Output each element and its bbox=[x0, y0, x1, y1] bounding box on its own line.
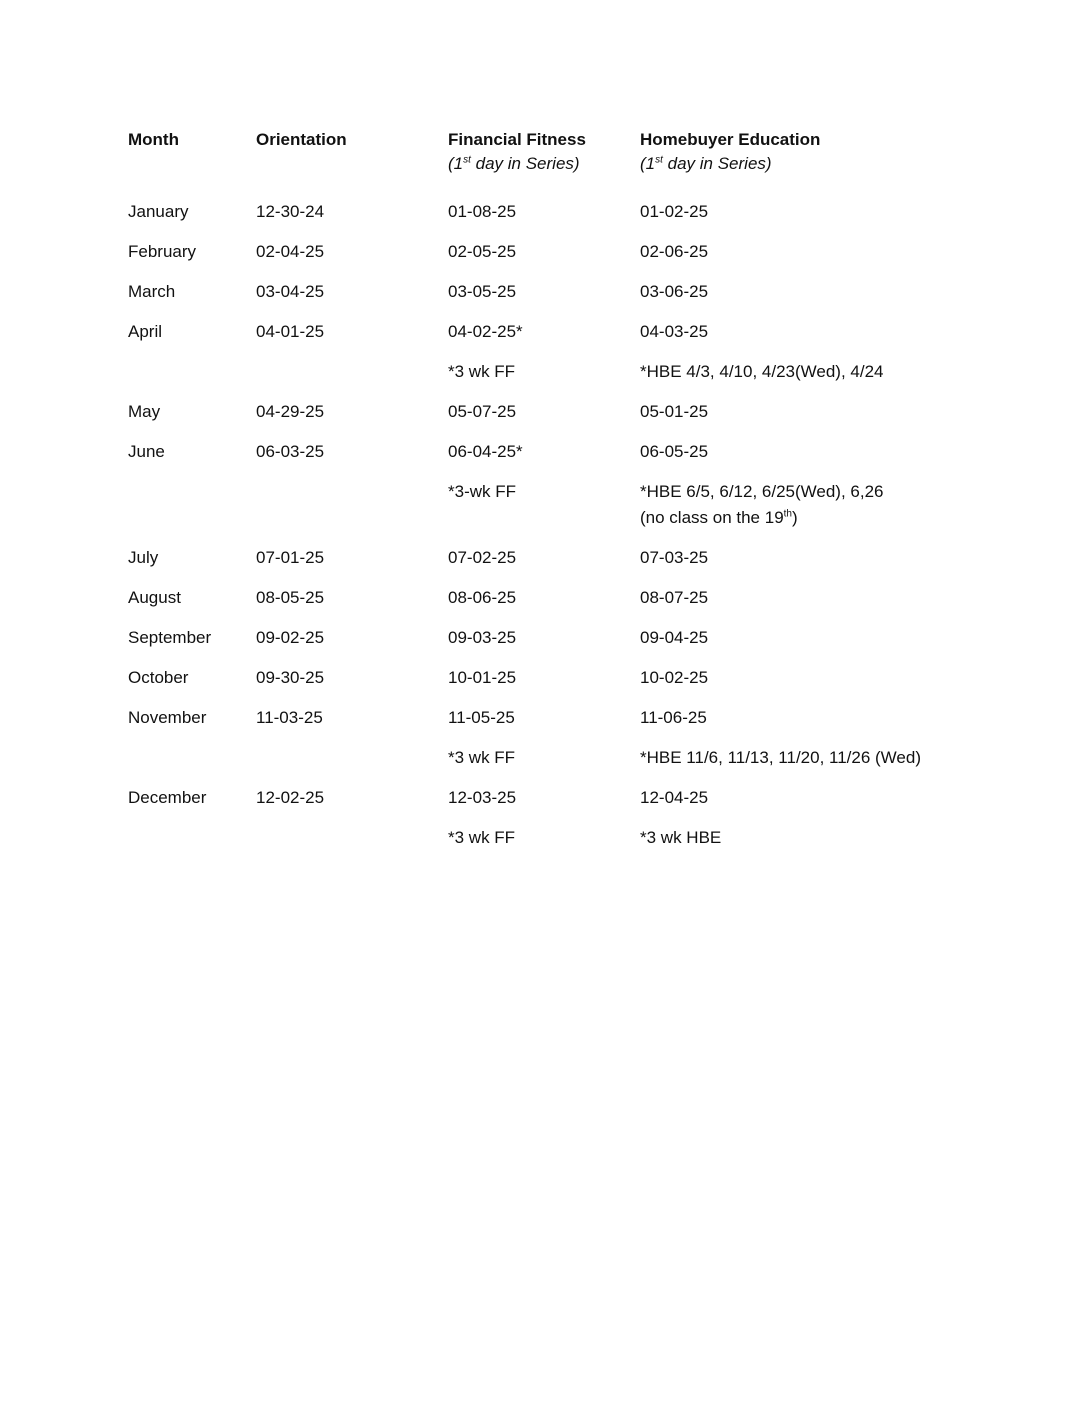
cell-homebuyer-education: 01-02-25 bbox=[640, 202, 709, 221]
cell-financial-fitness: 09-03-25 bbox=[448, 628, 517, 647]
table-row bbox=[0, 787, 1088, 827]
cell-month: July bbox=[128, 548, 159, 567]
table-row-note bbox=[0, 827, 1088, 867]
cell-orientation: 07-01-25 bbox=[256, 548, 325, 567]
header-homebuyer-education: Homebuyer Education bbox=[640, 130, 821, 149]
table-row bbox=[0, 547, 1088, 587]
table-row-note bbox=[0, 361, 1088, 401]
cell-month: April bbox=[128, 322, 163, 341]
cell-financial-fitness: 03-05-25 bbox=[448, 282, 517, 301]
cell-financial-fitness: 06-04-25* bbox=[448, 442, 523, 461]
table-row bbox=[0, 441, 1088, 481]
cell-homebuyer-education-note: *HBE 11/6, 11/13, 11/20, 11/26 (Wed) bbox=[640, 748, 921, 767]
cell-orientation: 09-30-25 bbox=[256, 668, 325, 687]
cell-homebuyer-education-note: *HBE 6/5, 6/12, 6/25(Wed), 6,26 bbox=[640, 482, 884, 501]
cell-orientation: 12-02-25 bbox=[256, 788, 325, 807]
cell-month: November bbox=[128, 708, 207, 727]
cell-month: October bbox=[128, 668, 189, 687]
table-row bbox=[0, 201, 1088, 241]
cell-homebuyer-education: 02-06-25 bbox=[640, 242, 709, 261]
table-row-note bbox=[0, 481, 1088, 541]
cell-orientation: 04-01-25 bbox=[256, 322, 325, 341]
table-row bbox=[0, 707, 1088, 747]
cell-financial-fitness: 07-02-25 bbox=[448, 548, 517, 567]
cell-financial-fitness-note: *3 wk FF bbox=[448, 828, 516, 847]
cell-financial-fitness: 05-07-25 bbox=[448, 402, 517, 421]
table-row bbox=[0, 667, 1088, 707]
cell-month: June bbox=[128, 442, 165, 461]
table-row bbox=[0, 321, 1088, 361]
cell-orientation: 04-29-25 bbox=[256, 402, 325, 421]
cell-financial-fitness-note: *3-wk FF bbox=[448, 482, 516, 501]
cell-homebuyer-education: 10-02-25 bbox=[640, 668, 709, 687]
table-row-note bbox=[0, 747, 1088, 787]
cell-month: August bbox=[128, 588, 181, 607]
header-homebuyer-education-subtitle: (1st day in Series) bbox=[640, 154, 772, 173]
cell-month: February bbox=[128, 242, 197, 261]
cell-homebuyer-education: 07-03-25 bbox=[640, 548, 709, 567]
cell-month: December bbox=[128, 788, 207, 807]
cell-homebuyer-education: 04-03-25 bbox=[640, 322, 709, 341]
header-orientation: Orientation bbox=[256, 130, 347, 149]
cell-month: September bbox=[128, 628, 212, 647]
cell-month: May bbox=[128, 402, 161, 421]
cell-orientation: 08-05-25 bbox=[256, 588, 325, 607]
table-row bbox=[0, 627, 1088, 667]
cell-orientation: 09-02-25 bbox=[256, 628, 325, 647]
table-row bbox=[0, 281, 1088, 321]
cell-homebuyer-education: 06-05-25 bbox=[640, 442, 709, 461]
cell-financial-fitness: 01-08-25 bbox=[448, 202, 517, 221]
cell-financial-fitness: 08-06-25 bbox=[448, 588, 517, 607]
cell-homebuyer-education: 05-01-25 bbox=[640, 402, 709, 421]
table-row bbox=[0, 587, 1088, 627]
cell-homebuyer-education: 12-04-25 bbox=[640, 788, 709, 807]
cell-financial-fitness-note: *3 wk FF bbox=[448, 362, 516, 381]
header-month: Month bbox=[128, 130, 179, 149]
cell-homebuyer-education-note: *HBE 4/3, 4/10, 4/23(Wed), 4/24 bbox=[640, 362, 884, 381]
cell-financial-fitness: 10-01-25 bbox=[448, 668, 517, 687]
cell-homebuyer-education: 11-06-25 bbox=[640, 708, 707, 727]
cell-orientation: 02-04-25 bbox=[256, 242, 325, 261]
cell-financial-fitness: 02-05-25 bbox=[448, 242, 517, 261]
cell-homebuyer-education: 09-04-25 bbox=[640, 628, 709, 647]
cell-financial-fitness: 12-03-25 bbox=[448, 788, 517, 807]
cell-homebuyer-education: 08-07-25 bbox=[640, 588, 709, 607]
cell-month: January bbox=[128, 202, 189, 221]
cell-homebuyer-education: 03-06-25 bbox=[640, 282, 709, 301]
cell-orientation: 06-03-25 bbox=[256, 442, 325, 461]
cell-orientation: 03-04-25 bbox=[256, 282, 325, 301]
cell-homebuyer-education-subnote: (no class on the 19th) bbox=[640, 508, 798, 527]
cell-month: March bbox=[128, 282, 176, 301]
header-financial-fitness-subtitle: (1st day in Series) bbox=[448, 154, 580, 173]
table-row bbox=[0, 241, 1088, 281]
cell-homebuyer-education-note: *3 wk HBE bbox=[640, 828, 722, 847]
cell-financial-fitness: 04-02-25* bbox=[448, 322, 523, 341]
cell-orientation: 11-03-25 bbox=[256, 708, 323, 727]
table-row bbox=[0, 401, 1088, 441]
cell-orientation: 12-30-24 bbox=[256, 202, 325, 221]
cell-financial-fitness: 11-05-25 bbox=[448, 708, 515, 727]
header-financial-fitness: Financial Fitness bbox=[448, 130, 586, 149]
cell-financial-fitness-note: *3 wk FF bbox=[448, 748, 516, 767]
